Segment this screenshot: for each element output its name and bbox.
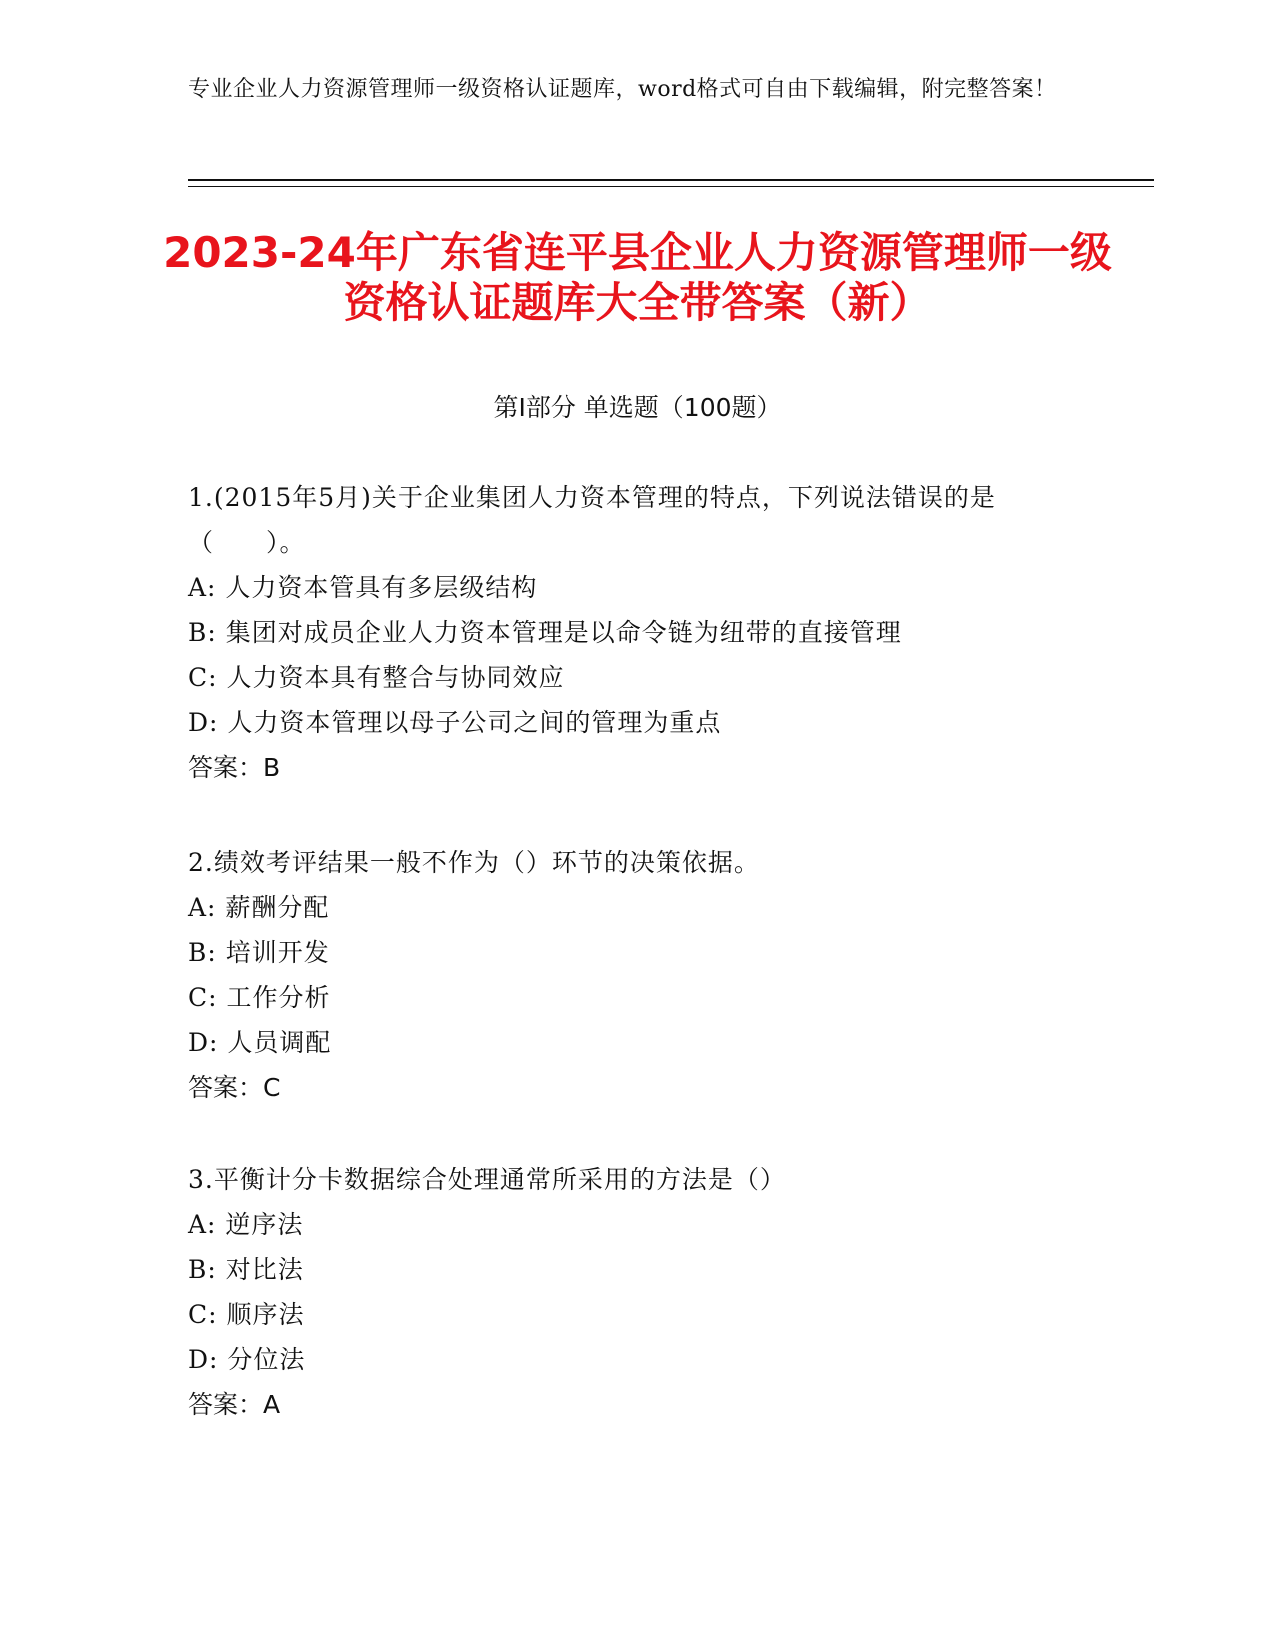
question-2 xyxy=(188,840,1068,1110)
option-c: C: 人力资本具有整合与协同效应 xyxy=(188,663,565,692)
option-a: A: 逆序法 xyxy=(188,1210,304,1239)
answer: 答案：B xyxy=(188,753,281,782)
option-a: A: 人力资本管具有多层级结构 xyxy=(188,573,538,602)
question-stem: 3.平衡计分卡数据综合处理通常所采用的方法是（） xyxy=(188,1165,786,1194)
question-3 xyxy=(188,1157,1068,1427)
option-a: A: 薪酬分配 xyxy=(188,893,330,922)
question-stem: 2.绩效考评结果一般不作为（）环节的决策依据。 xyxy=(188,848,760,877)
document-title: 2023-24年广东省连平县企业人力资源管理师一级资格认证题库大全带答案（新） xyxy=(163,228,1112,327)
option-c: C: 顺序法 xyxy=(188,1300,305,1329)
option-c: C: 工作分析 xyxy=(188,983,331,1012)
option-b: B: 培训开发 xyxy=(188,938,330,967)
answer: 答案：C xyxy=(188,1073,281,1102)
header-note: 专业企业人力资源管理师一级资格认证题库，word格式可自由下载编辑，附完整答案！ xyxy=(188,77,1057,102)
option-b: B: 对比法 xyxy=(188,1255,304,1284)
question-1 xyxy=(188,475,1068,790)
answer: 答案：A xyxy=(188,1390,281,1419)
section-heading: 第Ⅰ部分 单选题（100题） xyxy=(493,393,782,422)
header-rule-thin xyxy=(188,186,1154,187)
option-d: D: 人力资本管理以母子公司之间的管理为重点 xyxy=(188,708,722,737)
header-rule-thick xyxy=(188,179,1154,181)
question-stem: 1.(2015年5月)关于企业集团人力资本管理的特点，下列说法错误的是（ ）。 xyxy=(188,483,996,557)
option-d: D: 分位法 xyxy=(188,1345,306,1374)
option-b: B: 集团对成员企业人力资本管理是以命令链为纽带的直接管理 xyxy=(188,618,902,647)
option-d: D: 人员调配 xyxy=(188,1028,332,1057)
